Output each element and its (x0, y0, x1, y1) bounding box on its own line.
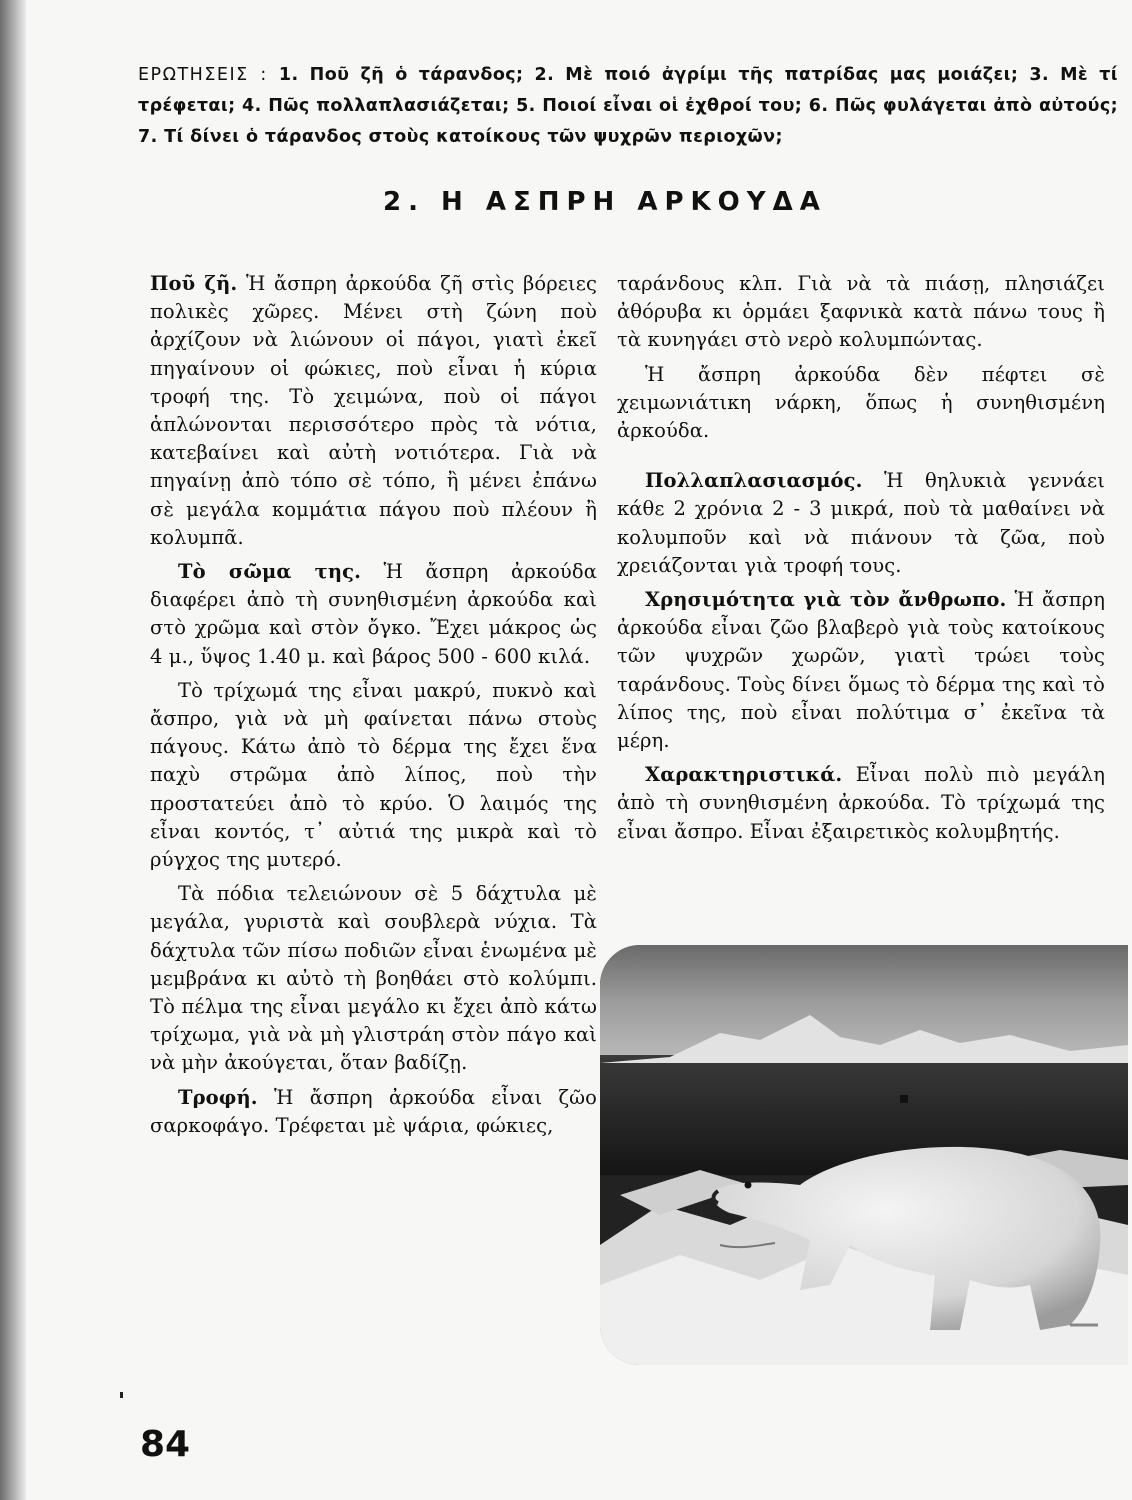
polar-bear-photo (600, 945, 1128, 1365)
characteristics-text: Εἶναι πολὺ πιὸ μεγάλη ἀπὸ τὴ συνηθισμένη ἀρκούδα. Τὸ τρίχωμά της εἶναι ἄσπρο. Εἶναι ἐξαιρετικὸς κολυμβητής. (617, 763, 1105, 843)
reproduction-paragraph (617, 467, 1105, 580)
paws-paragraph: Τὰ πόδια τελειώνουν σὲ 5 δάχτυλα μὲ μεγάλα, γυριστὰ καὶ σουβλερὰ νύχια. Τὰ δάχτυλα τῶν πίσω ποδιῶν εἶναι ἑνωμένα μὲ μεμβράνα κι αὐτὸ τὴ βοηθάει στὸ κολύμπι. Τὸ πέλμα της εἶναι μεγάλο κι ἔχει ἀπὸ κάτω τρίχωμα, γιὰ νὰ μὴ γλιστράη στὸν πάγο καὶ νὰ μὴν ἀκούγεται, ὅταν βαδίζῃ. (150, 882, 597, 1075)
usefulness-text: Ἡ ἄσπρη ἀρκούδα εἶναι ζῶο βλαβερὸ γιὰ τοὺς κατοίκους τῶν ψυχρῶν χωρῶν, γιατὶ τρώει τοὺς ταράνδους. Τοὺς δίνει ὅμως τὸ δέρμα της καὶ τὸ λίπος της, ποὺ εἶναι πολύτιμα σ᾽ ἐκεῖνα τὰ μέρη. (617, 588, 1105, 753)
left-column (150, 270, 597, 1146)
reproduction-text: Ἡ θηλυκιὰ γεννάει κάθε 2 χρόνια 2 - 3 μικρά, ποὺ τὰ μαθαίνει νὰ κολυμποῦν καὶ νὰ πιάνουν τὰ ζῶα, ποὺ χρειάζονται γιὰ τροφή τους. (617, 469, 1105, 577)
food-text: Ἡ ἄσπρη ἀρκούδα εἶναι ζῶο σαρκοφάγο. Τρέφεται μὲ ψάρια, φώκιες, (150, 1085, 597, 1137)
food-continuation: ταράνδους κλπ. Γιὰ νὰ τὰ πιάσῃ, πλησιάζει ἀθόρυβα κι ὁρμάει ξαφνικὰ κατὰ πάνω τους ἢ τὰ κυνηγάει στὸ νερὸ κολυμπώντας. (617, 272, 1105, 352)
body-label: Τὸ σῶμα της. (178, 560, 361, 584)
habitat-text: Ἡ ἄσπρη ἀρκούδα ζῆ στὶς βόρειες πολικὲς χῶρες. Μένει στὴ ζώνη ποὺ ἀρχίζουν νὰ λιώνουν οἱ πάγοι, γιατὶ ἐκεῖ πηγαίνουν οἱ φώκιες, ποὺ εἶναι ἡ κύρια τροφή της. Τὸ χειμώνα, ποὺ οἱ πάγοι ἁπλώνονται περισσότερο πρὸς τὰ νότια, κατεβαίνει καὶ αὐτὴ νοτιότερα. Γιὰ νὰ πηγαίνῃ ἀπὸ τόπο σὲ τόπο, ἢ μένει ἐπάνω σὲ μεγάλα κομμάτια πάγου ποὺ πλέουν ἢ κολυμπᾶ. (150, 272, 597, 549)
questions-heading: ΕΡΩΤΗΣΕΙΣ : (138, 65, 268, 85)
book-spine-shadow (0, 0, 26, 1500)
food-label: Τροφή. (178, 1085, 258, 1109)
review-questions (138, 60, 1118, 153)
body-text: Ἡ ἄσπρη ἀρκούδα διαφέρει ἀπὸ τὴ συνηθισμένη ἀρκούδα καὶ στὸ χρῶμα καὶ στὸν ὄγκο. Ἔχει μάκρος ὡς 4 μ., ὕψος 1.40 μ. καὶ βάρος 500 - 600 κιλά. (150, 560, 597, 668)
habitat-paragraph (150, 270, 597, 552)
body-paragraph (150, 558, 597, 671)
usefulness-label: Χρησιμότητα γιὰ τὸν ἄνθρωπο. (645, 588, 1007, 612)
fur-paragraph: Τὸ τρίχωμά της εἶναι μακρύ, πυκνὸ καὶ ἄσπρο, γιὰ νὰ μὴ φαίνεται πάνω στοὺς πάγους. Κάτω ἀπὸ τὸ δέρμα της ἔχει ἕνα παχὺ στρῶμα ἀπὸ λίπος, ποὺ τὴν προστατεύει ἀπὸ τὸ κρύο. Ὁ λαιμός της εἶναι κοντός, τ᾽ αὐτιά της μικρὰ καὶ τὸ ρύγχος της μυτερό. (150, 678, 597, 872)
food-paragraph (150, 1084, 597, 1140)
polar-bear-illustration (600, 945, 1128, 1365)
reproduction-label: Πολλαπλασιασμός. (645, 469, 863, 493)
characteristics-paragraph (617, 761, 1105, 846)
right-column (617, 270, 1105, 852)
chapter-title: 2. Η ΑΣΠΡΗ ΑΡΚΟΥΔΑ (383, 187, 827, 217)
questions-text: 1. Ποῦ ζῆ ὁ τάρανδος; 2. Μὲ ποιό ἀγρίμι τῆς πατρίδας μας μοιάζει; 3. Μὲ τί τρέφεται; 4. Πῶς πολλαπλασιάζεται; 5. Ποιοί εἶναι οἱ ἐχθροί του; 6. Πῶς φυλάγεται ἀπὸ αὐτούς; 7. Τί δίνει ὁ τάρανδος στοὺς κατοίκους τῶν ψυχρῶν περιοχῶν; (138, 65, 1118, 147)
characteristics-label: Χαρακτηριστικά. (645, 763, 843, 787)
habitat-label: Ποῦ ζῆ. (150, 272, 238, 295)
ink-speck (120, 1392, 123, 1398)
hibernation-paragraph: Ἡ ἄσπρη ἀρκούδα δὲν πέφτει σὲ χειμωνιάτικη νάρκη, ὅπως ἡ συνηθισμένη ἀρκούδα. (617, 362, 1105, 443)
usefulness-paragraph (617, 586, 1105, 755)
page-number: 84 (140, 1424, 191, 1465)
